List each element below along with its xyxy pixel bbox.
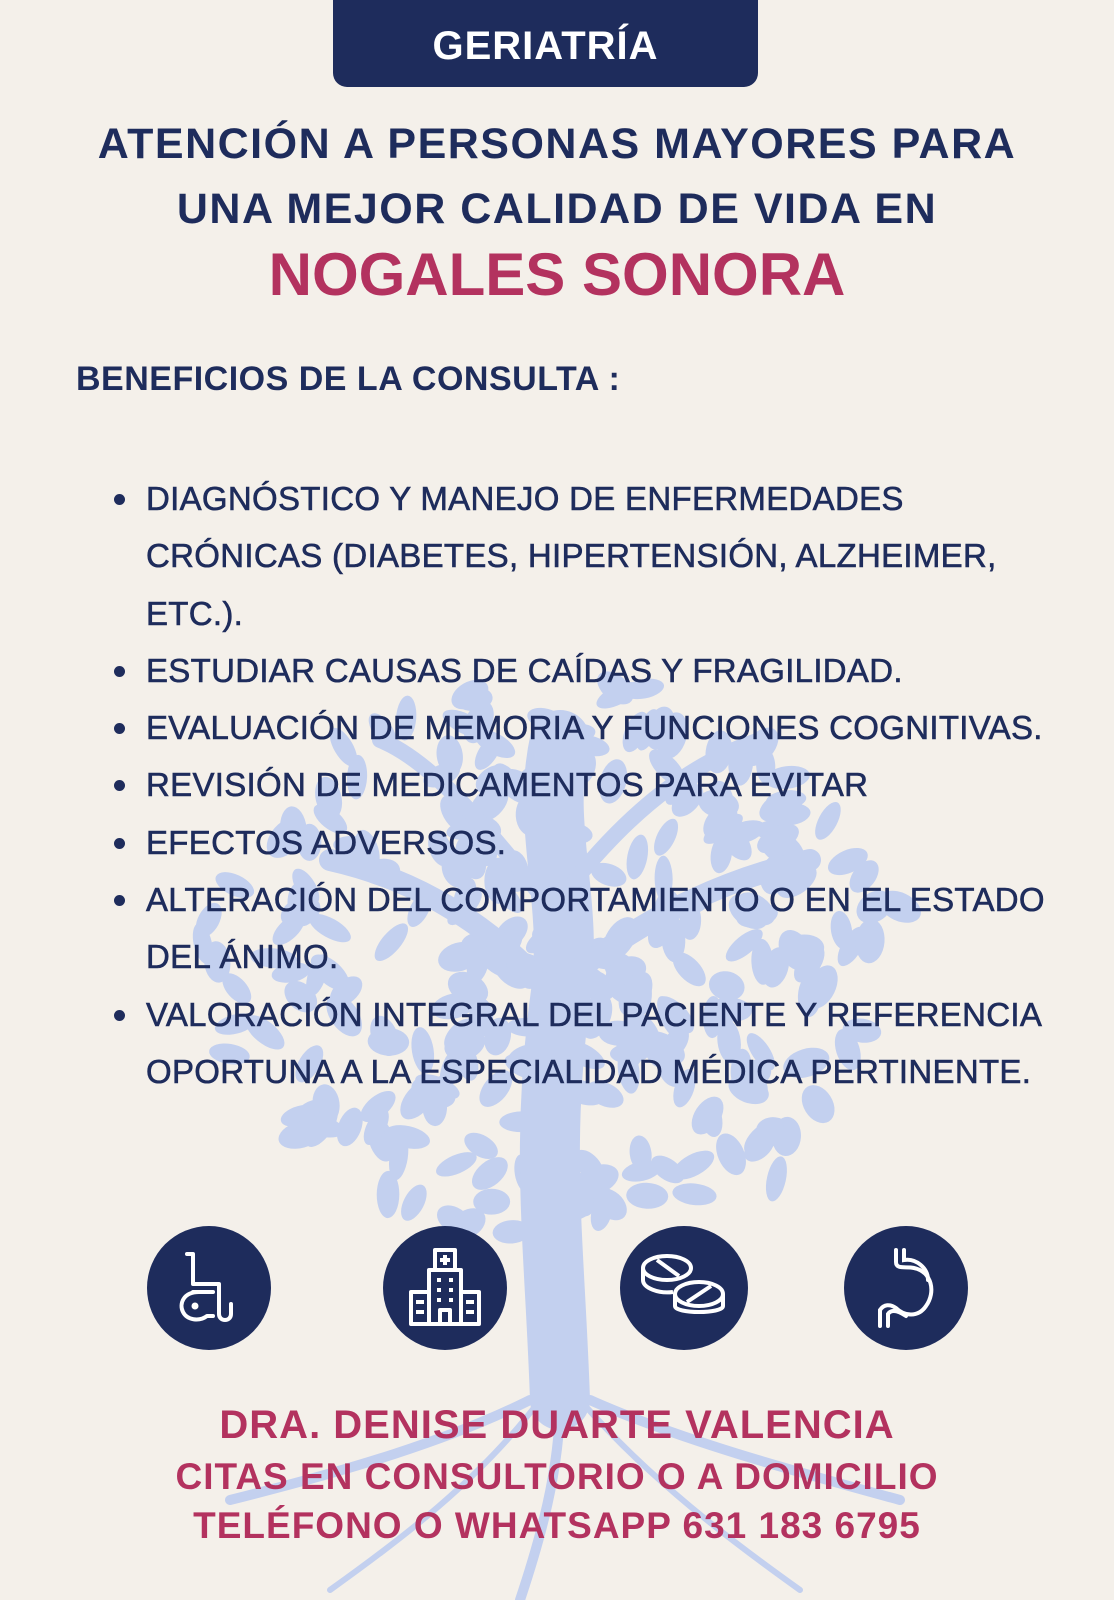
stomach-icon: [844, 1226, 968, 1350]
hospital-icon: [383, 1226, 507, 1350]
appointments-text: CITAS EN CONSULTORIO O A DOMICILIO: [175, 1456, 939, 1497]
doctor-name: DRA. DENISE DUARTE VALENCIA: [219, 1403, 895, 1447]
city-name: NOGALES SONORA: [268, 241, 846, 308]
list-item: EVALUACIÓN DE MEMORIA Y FUNCIONES COGNITIVAS.: [110, 699, 1060, 756]
headline-line-1: ATENCIÓN A PERSONAS MAYORES PARA: [97, 120, 1017, 168]
leaf-shape: [626, 1182, 669, 1210]
headline-line-2: UNA MEJOR CALIDAD DE VIDA EN: [176, 185, 938, 233]
list-item: REVISIÓN DE MEDICAMENTOS PARA EVITAR: [110, 756, 1060, 813]
benefits-list: [110, 470, 1060, 1100]
specialty-label: GERIATRÍA: [432, 24, 659, 68]
wheelchair-icon: [147, 1226, 271, 1350]
benefits-heading: BENEFICIOS DE LA CONSULTA :: [76, 360, 621, 398]
list-item: ESTUDIAR CAUSAS DE CAÍDAS Y FRAGILIDAD.: [110, 642, 1060, 699]
leaf-shape: [396, 1181, 432, 1225]
specialty-badge: [333, 0, 758, 87]
list-item: DIAGNÓSTICO Y MANEJO DE ENFERMEDADES CRÓNICAS (DIABETES, HIPERTENSIÓN, ALZHEIMER, ETC.).: [110, 470, 1060, 642]
leaf-shape: [762, 1154, 790, 1203]
list-item: VALORACIÓN INTEGRAL DEL PACIENTE Y REFERENCIA OPORTUNA A LA ESPECIALIDAD MÉDICA PERTINENTE.: [110, 986, 1060, 1101]
pills-icon: [620, 1226, 748, 1350]
leaf-shape: [671, 1181, 718, 1207]
list-item: ALTERACIÓN DEL COMPORTAMIENTO O EN EL ESTADO DEL ÁNIMO.: [110, 871, 1060, 986]
leaf-shape: [377, 1171, 400, 1218]
phone-contact[interactable]: TELÉFONO O WHATSAPP 631 183 6795: [193, 1505, 921, 1546]
list-item: EFECTOS ADVERSOS.: [110, 814, 1060, 871]
